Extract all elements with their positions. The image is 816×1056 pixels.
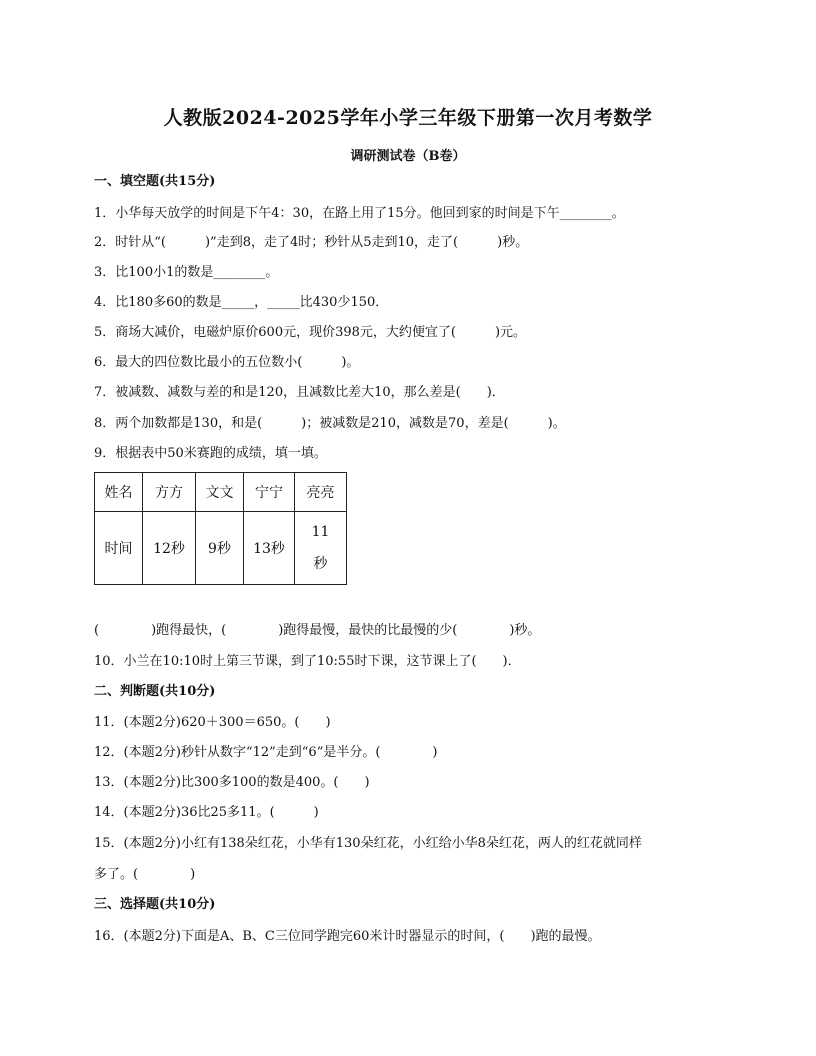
- section-heading-true-false: 二、判断题(共10分): [94, 684, 216, 699]
- table-cell-text: 11秒: [311, 524, 330, 572]
- table-cell: 时间: [95, 512, 143, 585]
- table-cell: 12秒: [143, 512, 196, 585]
- table-cell: [295, 512, 347, 585]
- question-9: 9．根据表中50米赛跑的成绩，填一填。: [94, 446, 327, 461]
- question-13: 13．(本题2分)比300多100的数是400。( ): [94, 775, 370, 790]
- question-11: 11．(本题2分)620＋300＝650。( ): [94, 715, 331, 730]
- table-header-cell: 文文: [196, 473, 244, 512]
- table-header-cell: 亮亮: [295, 473, 347, 512]
- question-16: 16．(本题2分)下面是A、B、C三位同学跑完60米计时器显示的时间，( )跑的最慢。: [94, 929, 601, 944]
- question-10: 10．小兰在10:10时上第三节课，到了10:55时下课，这节课上了( )．: [94, 654, 521, 669]
- table-header-cell: 方方: [143, 473, 196, 512]
- question-14: 14．(本题2分)36比25多11。( ): [94, 805, 319, 820]
- race-results-table: [94, 472, 347, 585]
- table-cell: 9秒: [196, 512, 244, 585]
- question-12: 12．(本题2分)秒针从数字“12”走到“6”是半分。( ): [94, 745, 438, 760]
- question-15-line-1: 15．(本题2分)小红有138朵红花，小华有130朵红花，小红给小华8朵红花，两人的红花就同样: [94, 836, 642, 851]
- question-6: 6．最大的四位数比最小的五位数小( )。: [94, 355, 360, 370]
- page-title: 人教版2024-2025学年小学三年级下册第一次月考数学: [163, 107, 653, 129]
- table-header-row: [95, 473, 347, 512]
- table-header-cell: 宁宁: [244, 473, 295, 512]
- page-subtitle: 调研测试卷（B卷）: [350, 149, 466, 164]
- question-9-answer: ( )跑得最快，( )跑得最慢，最快的比最慢的少( )秒。: [94, 623, 541, 638]
- question-7: 7．被减数、减数与差的和是120，且减数比差大10，那么差是( )．: [94, 385, 505, 400]
- section-heading-multiple-choice: 三、选择题(共10分): [94, 897, 216, 912]
- question-1: 1．小华每天放学的时间是下午4：30，在路上用了15分。他回到家的时间是下午________。: [94, 206, 625, 221]
- question-3: 3．比100小1的数是________。: [94, 265, 279, 280]
- question-2: 2．时针从“( )”走到8，走了4时；秒针从5走到10，走了( )秒。: [94, 235, 529, 250]
- question-15-line-2: 多了。( ): [94, 867, 196, 882]
- table-cell: 13秒: [244, 512, 295, 585]
- question-8: 8．两个加数都是130，和是( )；被减数是210，减数是70，差是( )。: [94, 416, 566, 431]
- question-5: 5．商场大减价，电磁炉原价600元，现价398元，大约便宜了( )元。: [94, 325, 527, 340]
- section-heading-fill-blank: 一、填空题(共15分): [94, 174, 216, 189]
- table-row: [95, 512, 347, 585]
- table-header-cell: 姓名: [95, 473, 143, 512]
- question-4: 4．比180多60的数是_____，_____比430少150．: [94, 295, 389, 310]
